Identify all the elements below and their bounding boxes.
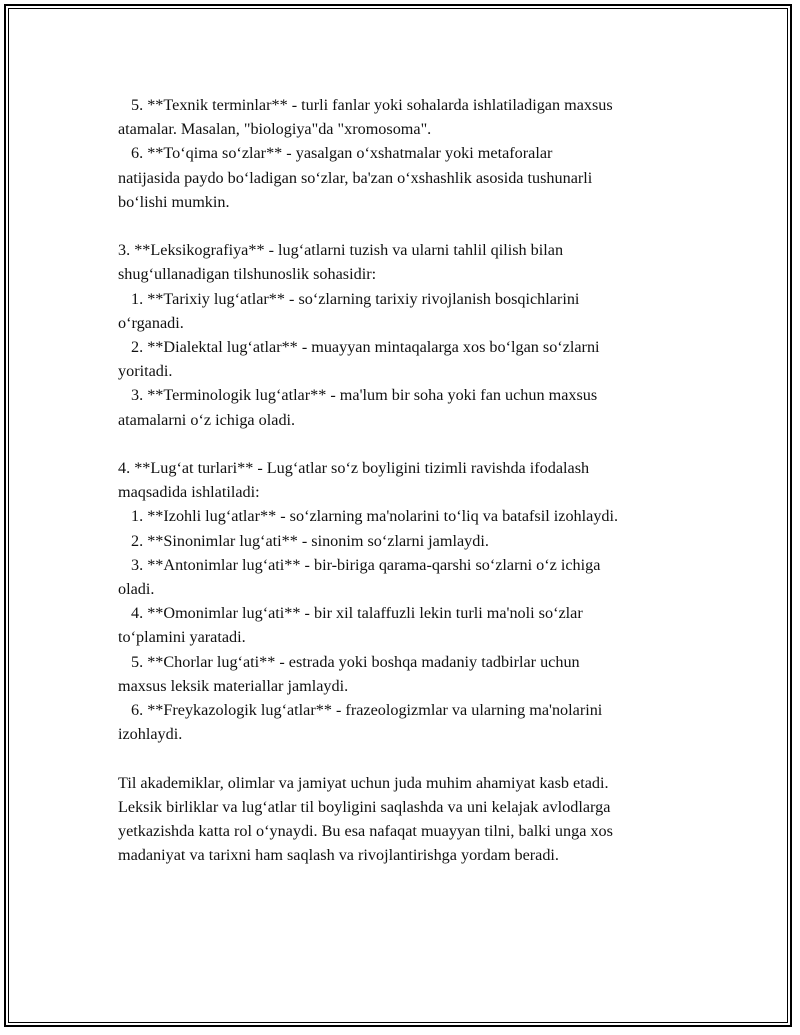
text-line: atamalarni o‘z ichiga oladi.: [118, 410, 296, 429]
text-line: 1. **Izohli lug‘atlar** - so‘zlarning ma'nolarini to‘liq va batafsil izohlaydi.: [131, 507, 619, 526]
text-line: izohlaydi.: [118, 725, 183, 744]
text-line: yetkazishda katta rol o‘ynaydi. Bu esa nafaqat muayyan tilni, balki unga xos: [118, 822, 613, 841]
text-line: 4. **Lug‘at turlari** - Lug‘atlar so‘z boyligini tizimli ravishda ifodalash: [118, 459, 590, 478]
text-line: atamalar. Masalan, "biologiya"da "xromosoma".: [118, 120, 432, 139]
conclusion-paragraph: [118, 771, 698, 868]
text-line: 3. **Terminologik lug‘atlar** - ma'lum bir soha yoki fan uchun maxsus: [131, 386, 598, 405]
list-item: [118, 287, 698, 335]
text-line: Til akademiklar, olimlar va jamiyat uchun juda muhim ahamiyat kasb etadi.: [118, 773, 609, 792]
text-line: 1. **Tarixiy lug‘atlar** - so‘zlarning tarixiy rivojlanish bosqichlarini: [131, 289, 580, 308]
list-item: [118, 335, 698, 383]
list-item: [118, 698, 698, 746]
text-line: to‘plamini yaratadi.: [118, 628, 246, 647]
list-item: [118, 504, 698, 528]
text-line: 3. **Antonimlar lug‘ati** - bir-biriga qarama-qarshi so‘zlarni o‘z ichiga: [131, 555, 601, 574]
text-line: 6. **Freykazologik lug‘atlar** - frazeologizmlar va ularning ma'nolarini: [131, 701, 603, 720]
list-item: [118, 601, 698, 649]
list-item: [118, 650, 698, 698]
list-item: [118, 529, 698, 553]
text-line: madaniyat va tarixni ham saqlash va rivojlantirishga yordam beradi.: [118, 846, 559, 865]
list-item: [118, 141, 698, 214]
text-line: 5. **Chorlar lug‘ati** - estrada yoki boshqa madaniy tadbirlar uchun: [131, 652, 580, 671]
text-line: 4. **Omonimlar lug‘ati** - bir xil talaffuzli lekin turli ma'noli so‘zlar: [131, 604, 583, 623]
section-heading: [118, 238, 698, 286]
text-line: 3. **Leksikografiya** - lug‘atlarni tuzish va ularni tahlil qilish bilan: [118, 241, 564, 260]
list-item: [118, 553, 698, 601]
text-line: oladi.: [118, 580, 155, 599]
text-line: 2. **Sinonimlar lug‘ati** - sinonim so‘zlarni jamlaydi.: [131, 531, 489, 550]
text-line: maxsus leksik materiallar jamlaydi.: [118, 676, 349, 695]
document-body: [118, 93, 698, 867]
text-line: maqsadida ishlatiladi:: [118, 483, 260, 502]
paragraph-gap: [118, 432, 698, 456]
text-line: yoritadi.: [118, 362, 173, 381]
text-line: Leksik birliklar va lug‘atlar til boyligini saqlashda va uni kelajak avlodlarga: [118, 797, 611, 816]
text-line: bo‘lishi mumkin.: [118, 192, 230, 211]
section-heading: [118, 456, 698, 504]
text-line: 2. **Dialektal lug‘atlar** - muayyan mintaqalarga xos bo‘lgan so‘zlarni: [131, 338, 600, 357]
list-item: [118, 93, 698, 141]
text-line: natijasida paydo bo‘ladigan so‘zlar, ba'zan o‘xshashlik asosida tushunarli: [118, 168, 593, 187]
paragraph-gap: [118, 746, 698, 770]
text-line: shug‘ullanadigan tilshunoslik sohasidir:: [118, 265, 377, 284]
list-item: [118, 383, 698, 431]
text-line: 5. **Texnik terminlar** - turli fanlar yoki sohalarda ishlatiladigan maxsus: [131, 96, 613, 114]
text-line: o‘rganadi.: [118, 313, 184, 332]
paragraph-gap: [118, 214, 698, 238]
text-line: 6. **To‘qima so‘zlar** - yasalgan o‘xshatmalar yoki metaforalar: [131, 144, 553, 163]
